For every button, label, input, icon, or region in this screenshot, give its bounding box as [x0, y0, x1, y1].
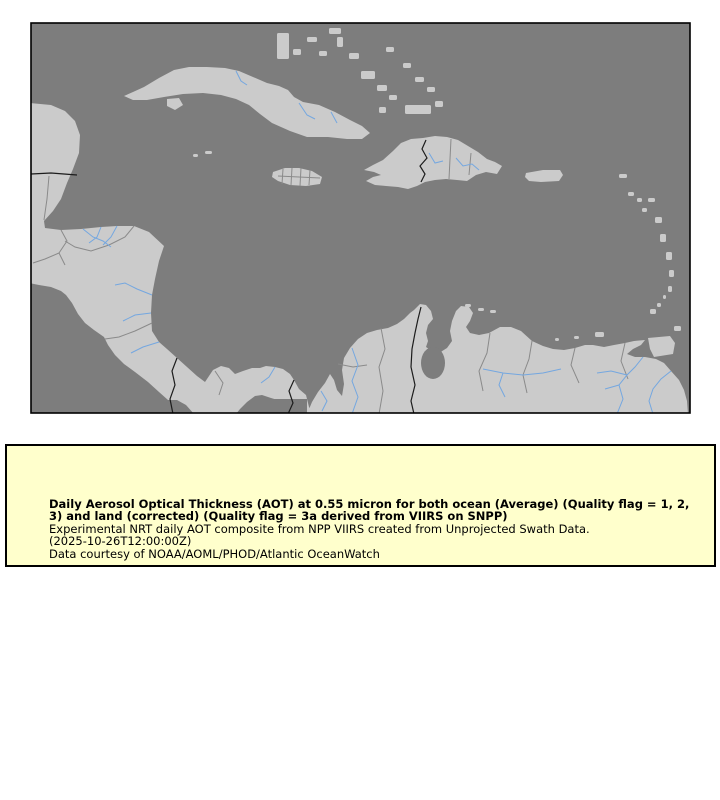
island	[660, 234, 666, 242]
island	[655, 217, 662, 223]
island	[668, 286, 672, 292]
island	[277, 33, 289, 59]
colorbar	[47, 458, 692, 475]
island	[293, 49, 301, 55]
island	[415, 77, 424, 82]
island	[427, 87, 435, 92]
island	[465, 304, 471, 307]
legend-line-timestamp: (2025-10-26T12:00:00Z)	[49, 534, 192, 549]
island	[637, 198, 642, 202]
island	[657, 303, 661, 307]
island	[307, 37, 317, 42]
legend-title: Daily Aerosol Optical Thickness (AOT) at 0.55 micron for both ocean (Average) (Quality flag = 1, 2, 3) and land (corrected) (Quality flag = 3a derived from VIIRS on SNPP)	[49, 497, 690, 524]
island	[193, 154, 198, 157]
island	[329, 28, 341, 34]
gulf	[427, 349, 435, 357]
island	[648, 198, 655, 202]
island	[674, 326, 681, 331]
island	[628, 192, 634, 196]
island	[619, 174, 627, 178]
island	[361, 71, 375, 79]
island	[319, 51, 327, 56]
island	[490, 310, 496, 313]
island	[650, 309, 656, 314]
island	[663, 295, 666, 299]
island	[379, 107, 386, 113]
island	[389, 95, 397, 100]
legend-line-source: Experimental NRT daily AOT composite from NPP VIIRS created from Unprojected Swath Data.	[49, 521, 590, 536]
legend-line-courtesy: Data courtesy of NOAA/AOML/PHOD/Atlantic OceanWatch	[49, 546, 380, 561]
island	[377, 85, 387, 91]
island	[595, 332, 604, 337]
island	[337, 37, 343, 47]
island	[555, 338, 559, 341]
legend-text	[49, 498, 701, 560]
island	[478, 308, 484, 311]
island	[666, 252, 672, 260]
island	[669, 270, 674, 277]
island	[574, 336, 579, 339]
island	[403, 63, 411, 68]
legend-box	[5, 444, 716, 567]
island	[205, 151, 212, 154]
island	[386, 47, 394, 52]
island	[405, 105, 431, 114]
island	[349, 53, 359, 59]
island	[642, 208, 647, 212]
island	[435, 101, 443, 107]
